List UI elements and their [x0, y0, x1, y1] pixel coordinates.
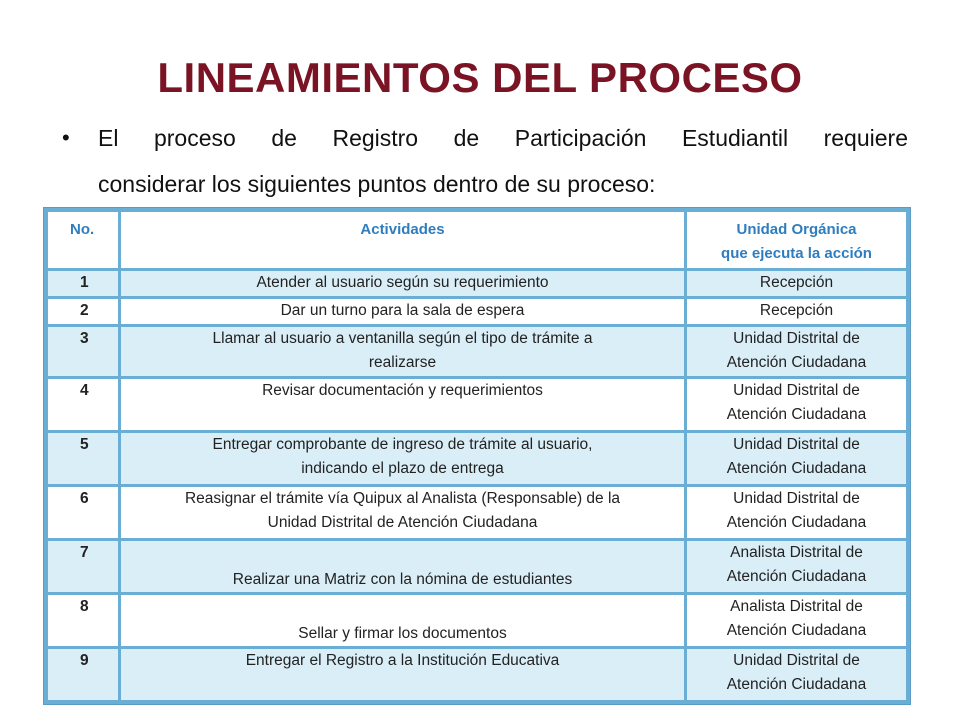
- row-activity: [121, 271, 684, 296]
- table-row: [44, 541, 910, 592]
- table-row: [44, 595, 910, 646]
- unit-line: Atención Ciudadana: [726, 676, 867, 693]
- row-activity: [121, 433, 684, 484]
- page-title: LINEAMIENTOS DEL PROCESO: [157, 54, 803, 101]
- row-unit: [687, 271, 906, 296]
- header-no: No.: [48, 212, 118, 268]
- table-row: [44, 271, 910, 296]
- row-number: 8: [48, 595, 118, 646]
- row-unit: [687, 595, 906, 646]
- activity-line: Realizar una Matriz con la nómina de estudiantes: [232, 571, 573, 588]
- header-unit: [687, 212, 906, 268]
- row-unit: [687, 541, 906, 592]
- activity-line: Unidad Distrital de Atención Ciudadana: [267, 514, 538, 531]
- row-unit: [687, 649, 906, 700]
- intro-text: [98, 115, 908, 207]
- row-activity: [121, 379, 684, 430]
- table-row: [44, 433, 910, 484]
- row-number: 5: [48, 433, 118, 484]
- unit-line: Recepción: [759, 302, 834, 319]
- row-number: 2: [48, 299, 118, 324]
- row-activity: [121, 299, 684, 324]
- row-activity: [121, 541, 684, 592]
- header-unit-line-2: que ejecuta la acción: [721, 245, 872, 262]
- intro-line-2: considerar los siguientes puntos dentro de su proceso:: [98, 171, 656, 197]
- row-unit: [687, 299, 906, 324]
- activity-line: Dar un turno para la sala de espera: [280, 302, 525, 319]
- unit-line: Analista Distrital de: [730, 544, 863, 561]
- row-number: 1: [48, 271, 118, 296]
- table-row: [44, 649, 910, 700]
- header-activities: Actividades: [121, 212, 684, 268]
- intro-line-1: El proceso de Registro de Participación Estudiantil requiere: [98, 125, 908, 151]
- activity-line: Entregar el Registro a la Institución Educativa: [245, 652, 560, 669]
- row-unit: [687, 487, 906, 538]
- bullet-marker: •: [62, 125, 70, 150]
- activity-line: indicando el plazo de entrega: [301, 460, 504, 477]
- table-row: [44, 487, 910, 538]
- unit-line: Unidad Distrital de: [733, 382, 860, 399]
- table-row: [44, 299, 910, 324]
- unit-line: Unidad Distrital de: [733, 330, 860, 347]
- row-activity: [121, 487, 684, 538]
- activity-line: Sellar y firmar los documentos: [298, 625, 507, 642]
- unit-line: Unidad Distrital de: [733, 490, 860, 507]
- header-unit-line-1: Unidad Orgánica: [736, 221, 857, 238]
- row-activity: [121, 595, 684, 646]
- activity-line: Revisar documentación y requerimientos: [262, 382, 543, 399]
- unit-line: Analista Distrital de: [730, 598, 863, 615]
- row-activity: [121, 649, 684, 700]
- unit-line: Atención Ciudadana: [726, 406, 867, 423]
- unit-line: Unidad Distrital de: [733, 652, 860, 669]
- unit-line: Recepción: [759, 274, 834, 291]
- activity-line: Reasignar el trámite vía Quipux al Analista (Responsable) de la: [184, 490, 621, 507]
- row-number: 6: [48, 487, 118, 538]
- activity-line: Llamar al usuario a ventanilla según el tipo de trámite a: [212, 330, 593, 347]
- activity-line: realizarse: [368, 354, 437, 371]
- row-number: 3: [48, 327, 118, 376]
- activity-line: Atender al usuario según su requerimiento: [256, 274, 549, 291]
- row-activity: [121, 327, 684, 376]
- row-unit: [687, 433, 906, 484]
- unit-line: Atención Ciudadana: [726, 514, 867, 531]
- unit-line: Atención Ciudadana: [726, 622, 867, 639]
- unit-line: Unidad Distrital de: [733, 436, 860, 453]
- table-header-row: [44, 212, 910, 268]
- row-unit: [687, 379, 906, 430]
- unit-line: Atención Ciudadana: [726, 460, 867, 477]
- row-unit: [687, 327, 906, 376]
- activity-line: Entregar comprobante de ingreso de trámite al usuario,: [212, 436, 593, 453]
- process-table: [44, 208, 910, 704]
- row-number: 7: [48, 541, 118, 592]
- table-row: [44, 327, 910, 376]
- unit-line: Atención Ciudadana: [726, 354, 867, 371]
- row-number: 4: [48, 379, 118, 430]
- unit-line: Atención Ciudadana: [726, 568, 867, 585]
- row-number: 9: [48, 649, 118, 700]
- table-row: [44, 379, 910, 430]
